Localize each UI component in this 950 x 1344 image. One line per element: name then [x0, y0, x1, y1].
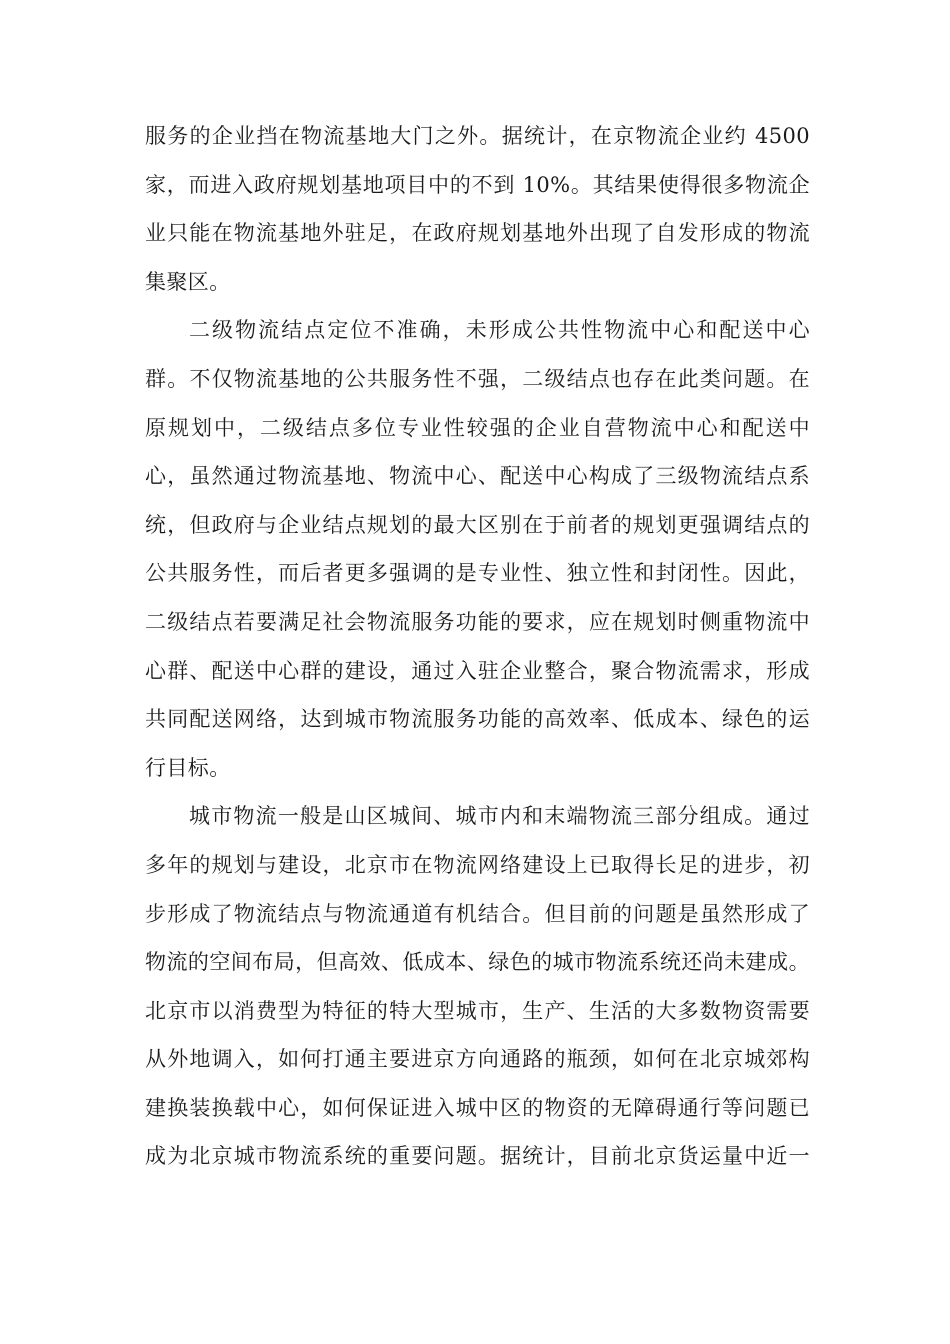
paragraph-3-line: 步形成了物流结点与物流通道有机结合。但目前的问题是虽然形成了	[145, 901, 810, 926]
paragraph-3-line: 成为北京城市物流系统的重要问题。据统计，目前北京货运量中近一	[145, 1144, 810, 1169]
paragraph-1-line: 集聚区。	[145, 269, 231, 294]
paragraph-2-line: 心群、配送中心群的建设，通过入驻企业整合，聚合物流需求，形成	[145, 658, 810, 683]
paragraph-1-line: 服务的企业挡在物流基地大门之外。据统计，在京物流企业约 4500	[145, 124, 810, 148]
paragraph-2-line: 共同配送网络，达到城市物流服务功能的高效率、低成本、绿色的运	[145, 707, 810, 732]
paragraph-2-line: 统，但政府与企业结点规划的最大区别在于前者的规划更强调结点的	[145, 512, 810, 537]
paragraph-1-line: 业只能在物流基地外驻足，在政府规划基地外出现了自发形成的物流	[145, 221, 810, 246]
body-text	[145, 112, 810, 1181]
paragraph-2-line: 公共服务性，而后者更多强调的是专业性、独立性和封闭性。因此，	[145, 561, 810, 586]
paragraph-2-line: 二级结点若要满足社会物流服务功能的要求，应在规划时侧重物流中	[145, 609, 810, 634]
paragraph-2-line: 二级物流结点定位不准确，未形成公共性物流中心和配送中心	[189, 318, 810, 343]
paragraph-3-line: 多年的规划与建设，北京市在物流网络建设上已取得长足的进步，初	[145, 852, 810, 877]
paragraph-2-line: 行目标。	[145, 755, 231, 780]
paragraph-3-line: 物流的空间布局，但高效、低成本、绿色的城市物流系统还尚未建成。	[145, 950, 810, 975]
paragraph-3-line: 北京市以消费型为特征的特大型城市，生产、生活的大多数物资需要	[145, 998, 810, 1023]
paragraph-2-line: 群。不仅物流基地的公共服务性不强，二级结点也存在此类问题。在	[145, 366, 810, 391]
paragraph-3-line: 城市物流一般是山区城间、城市内和末端物流三部分组成。通过	[189, 804, 810, 829]
paragraph-3-line: 从外地调入，如何打通主要进京方向通路的瓶颈，如何在北京城郊构	[145, 1047, 810, 1072]
paragraph-3-line: 建换装换载中心，如何保证进入城中区的物资的无障碍通行等问题已	[145, 1095, 810, 1120]
paragraph-1-line: 家，而进入政府规划基地项目中的不到 10%。其结果使得很多物流企	[145, 172, 810, 197]
paragraph-2-line: 心，虽然通过物流基地、物流中心、配送中心构成了三级物流结点系	[145, 464, 810, 489]
paragraph-2-line: 原规划中，二级结点多位专业性较强的企业自营物流中心和配送中	[145, 415, 810, 440]
